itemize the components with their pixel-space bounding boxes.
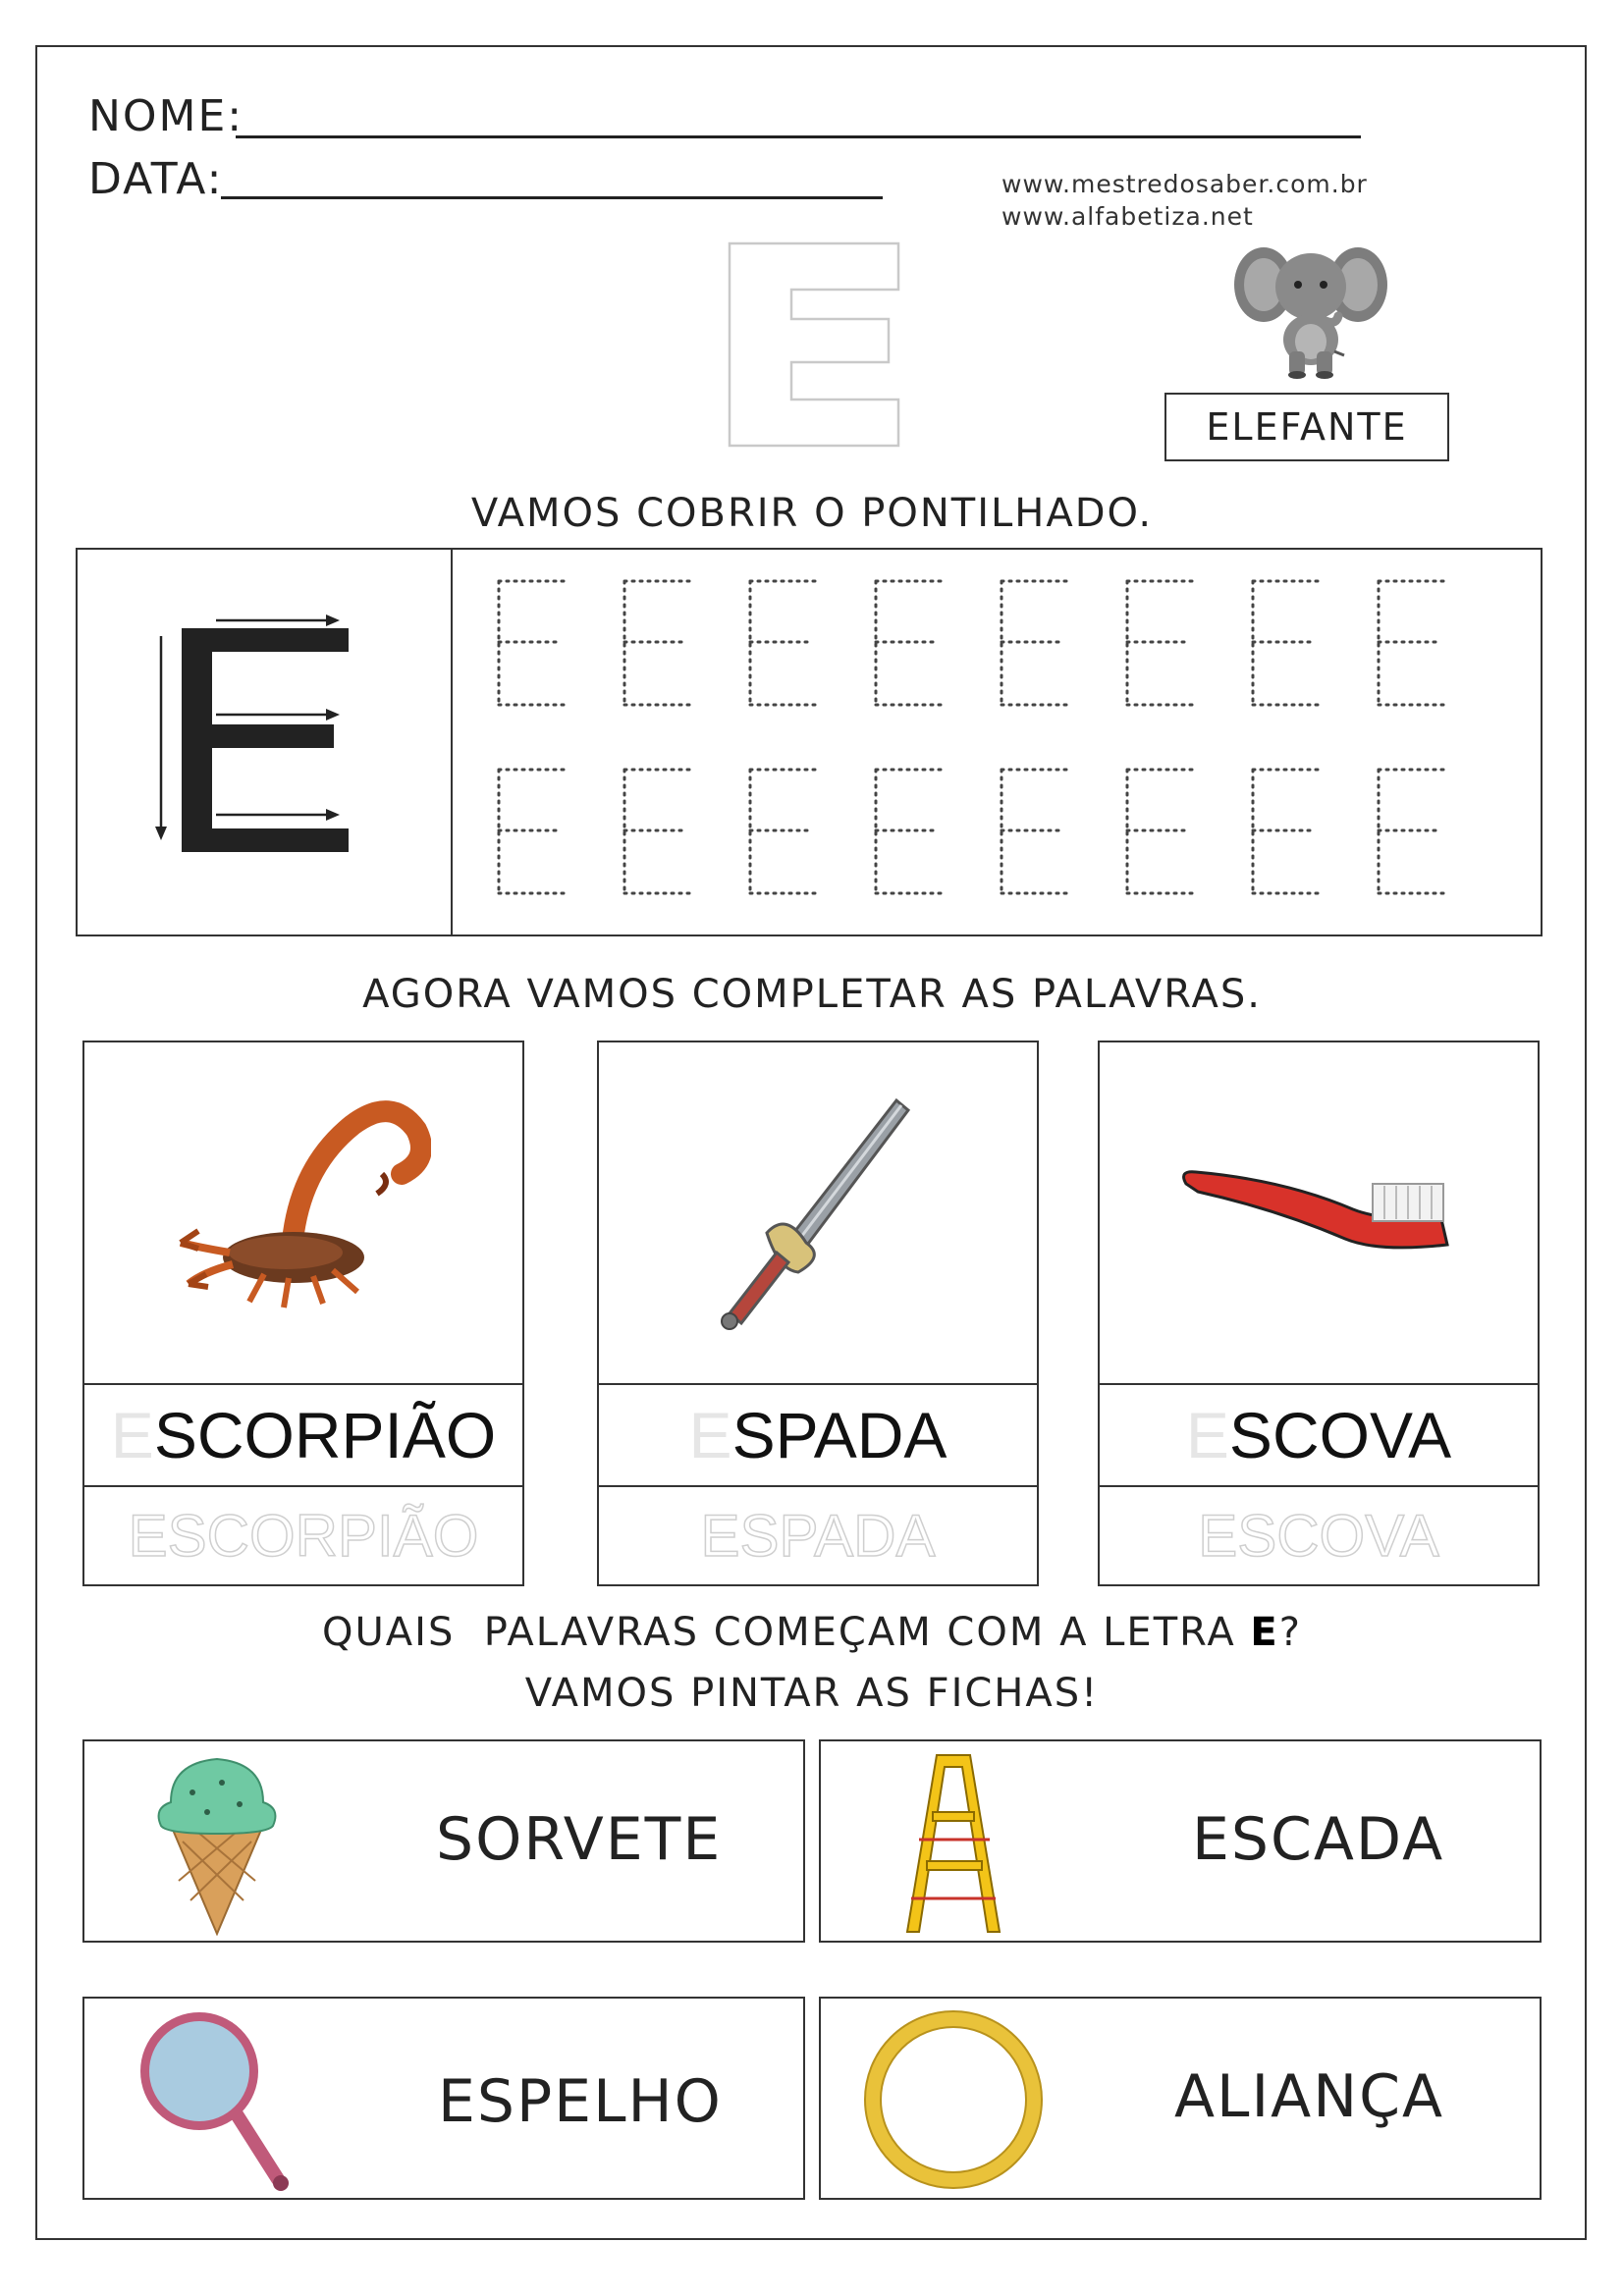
choice-card-escada[interactable] bbox=[819, 1739, 1542, 1943]
sword-icon bbox=[700, 1086, 936, 1341]
dotted-letter-e[interactable] bbox=[1379, 770, 1449, 893]
elephant-label: ELEFANTE bbox=[1164, 393, 1449, 461]
mirror-icon bbox=[138, 2006, 296, 2193]
dotted-letter-e[interactable] bbox=[1379, 581, 1449, 705]
dotted-letter-e[interactable] bbox=[499, 770, 569, 893]
big-letter-e-outline bbox=[727, 240, 903, 449]
dotted-letter-e[interactable] bbox=[1001, 581, 1072, 705]
toothbrush-icon bbox=[1176, 1145, 1461, 1282]
dotted-letter-e[interactable] bbox=[1253, 581, 1324, 705]
dotted-letter-e[interactable] bbox=[499, 581, 569, 705]
dotted-letters-grid[interactable] bbox=[481, 569, 1522, 923]
model-letter-e bbox=[147, 609, 363, 864]
card-picture bbox=[599, 1042, 1037, 1383]
word-card-sword bbox=[597, 1041, 1039, 1586]
choice-word: ALIANÇA bbox=[1174, 2062, 1445, 2131]
word-rest: SCORPIÃO bbox=[153, 1399, 497, 1471]
name-label: NOME: bbox=[88, 91, 244, 141]
word-row bbox=[84, 1385, 522, 1485]
trace-word[interactable]: ESCORPIÃO bbox=[128, 1503, 479, 1569]
word-card-scorpion bbox=[82, 1041, 524, 1586]
word-row bbox=[599, 1385, 1037, 1485]
elephant-icon bbox=[1232, 236, 1389, 383]
dotted-letter-e[interactable] bbox=[624, 581, 695, 705]
tracing-divider bbox=[451, 548, 453, 936]
trace-word[interactable]: ESCOVA bbox=[1198, 1503, 1439, 1569]
choice-word: SORVETE bbox=[436, 1805, 723, 1874]
scorpion-icon bbox=[176, 1095, 431, 1331]
dotted-letter-e[interactable] bbox=[750, 770, 821, 893]
dotted-letter-e[interactable] bbox=[876, 770, 947, 893]
choose-instruction-mark: ? bbox=[1278, 1610, 1302, 1655]
choose-instruction-2: VAMOS PINTAR AS FICHAS! bbox=[524, 1671, 1100, 1716]
tracing-instruction: VAMOS COBRIR O PONTILHADO. bbox=[470, 491, 1154, 536]
date-line[interactable] bbox=[221, 196, 883, 199]
missing-letter[interactable]: E bbox=[688, 1399, 732, 1471]
dotted-letter-e[interactable] bbox=[876, 581, 947, 705]
choose-instruction-letter: E bbox=[1250, 1610, 1279, 1655]
ice-cream-icon bbox=[153, 1753, 281, 1936]
card-picture bbox=[84, 1042, 522, 1383]
missing-letter[interactable]: E bbox=[1185, 1399, 1229, 1471]
choice-card-alianca[interactable] bbox=[819, 1997, 1542, 2200]
date-label: DATA: bbox=[88, 154, 224, 204]
ring-icon bbox=[860, 2006, 1047, 2193]
trace-word[interactable]: ESPADA bbox=[700, 1503, 936, 1569]
word-rest: SPADA bbox=[731, 1399, 947, 1471]
website-url-1: www.mestredosaber.com.br bbox=[1001, 170, 1368, 198]
choice-card-espelho[interactable] bbox=[82, 1997, 805, 2200]
choose-instruction-text: QUAIS PALAVRAS COMEÇAM COM A LETRA bbox=[322, 1610, 1251, 1655]
dotted-letter-e[interactable] bbox=[1127, 581, 1198, 705]
card-picture bbox=[1100, 1042, 1538, 1383]
complete-instruction: AGORA VAMOS COMPLETAR AS PALAVRAS. bbox=[362, 972, 1262, 1017]
word-row bbox=[1100, 1385, 1538, 1485]
dotted-letter-e[interactable] bbox=[750, 581, 821, 705]
choose-instruction-1 bbox=[0, 1610, 1624, 1655]
word-rest: SCOVA bbox=[1228, 1399, 1452, 1471]
missing-letter[interactable]: E bbox=[110, 1399, 154, 1471]
choice-word: ESCADA bbox=[1192, 1805, 1445, 1874]
dotted-letter-e[interactable] bbox=[624, 770, 695, 893]
choice-word: ESPELHO bbox=[438, 2067, 723, 2136]
dotted-letter-e[interactable] bbox=[1127, 770, 1198, 893]
dotted-letter-e[interactable] bbox=[1253, 770, 1324, 893]
word-card-toothbrush bbox=[1098, 1041, 1540, 1586]
name-line[interactable] bbox=[236, 135, 1361, 138]
choice-card-sorvete[interactable] bbox=[82, 1739, 805, 1943]
website-url-2: www.alfabetiza.net bbox=[1001, 202, 1254, 231]
ladder-icon bbox=[890, 1751, 1017, 1936]
dotted-letter-e[interactable] bbox=[1001, 770, 1072, 893]
